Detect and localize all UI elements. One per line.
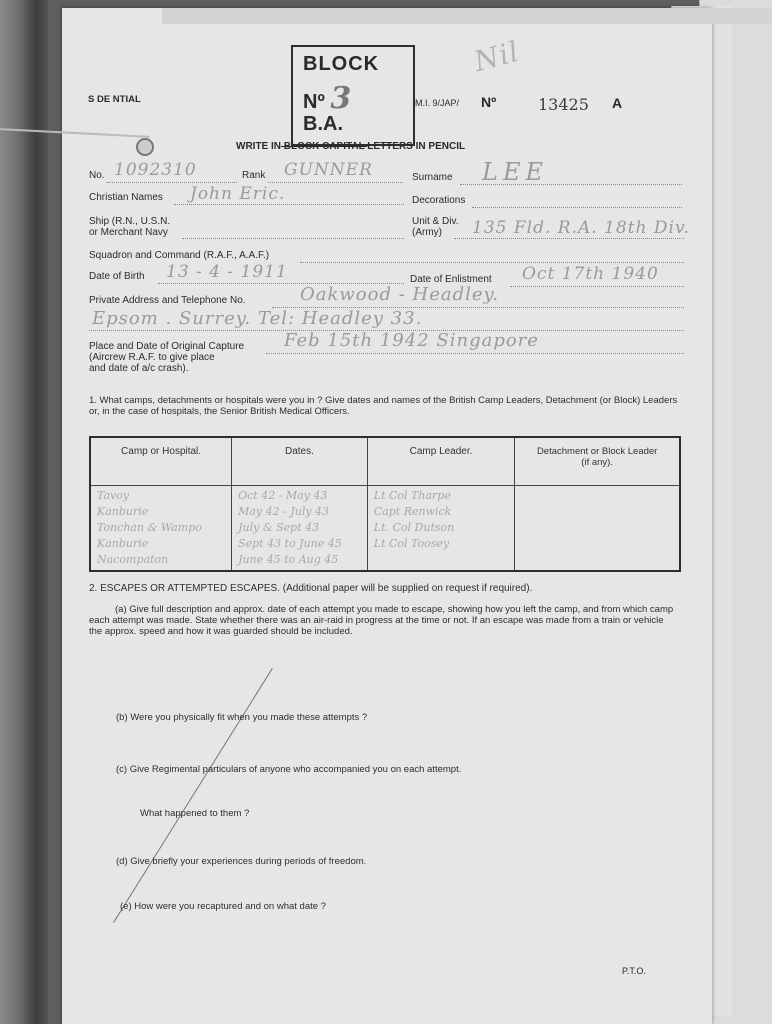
- punch-hole: [136, 138, 154, 156]
- section-2c-question: (c) Give Regimental particulars of anyone who accompanied you on each attempt.: [116, 764, 462, 775]
- capture-label-2: (Aircrew R.A.F. to give place: [89, 352, 215, 363]
- dob-label: Date of Birth: [89, 271, 145, 282]
- table-cell: Lt Col Toosey: [373, 537, 450, 550]
- capture-label-3: and date of a/c crash).: [89, 363, 189, 374]
- table-cell: Tavoy: [97, 489, 130, 502]
- christian-names-label: Christian Names: [89, 192, 163, 203]
- section-1-question: 1. What camps, detachments or hospitals were you in ? Give dates and names of the British Camp Leaders, Detachment (or Block) Leaders or, in the case of hospitals, the Senior British Medical Officers.: [89, 395, 678, 417]
- camps-table-body: [90, 486, 680, 572]
- corner-handwriting: Nil: [470, 34, 523, 79]
- serial-no-value: 13425: [538, 95, 589, 114]
- table-cell: Oct 42 - May 43: [238, 489, 328, 502]
- ship-label-2: or Merchant Navy: [89, 227, 168, 238]
- instruction-part-b: LETTERS IN PENCIL: [367, 141, 466, 152]
- table-cell: Sept 43 to June 45: [238, 537, 342, 550]
- serial-no-suffix: A: [612, 95, 623, 111]
- ship-line: [182, 238, 404, 239]
- section-2c-followup: What happened to them ?: [140, 808, 250, 819]
- section-2b-question: (b) Were you physically fit when you made these attempts ?: [116, 712, 368, 723]
- pow-questionnaire-page: [62, 8, 712, 1024]
- decorations-line: [472, 207, 682, 208]
- unit-label-2: (Army): [412, 227, 442, 238]
- camps-table: [89, 436, 681, 572]
- rank-value: GUNNER: [284, 160, 373, 180]
- table-cell: Lt Col Tharpe: [373, 489, 451, 502]
- dob-value: 13 - 4 - 1911: [166, 262, 288, 282]
- decorations-label: Decorations: [412, 195, 466, 206]
- section-2-heading: 2. ESCAPES OR ATTEMPTED ESCAPES. (Additional paper will be supplied on request if required).: [89, 583, 533, 594]
- pto-mark: P.T.O.: [622, 966, 646, 976]
- pen-stroke: [113, 668, 273, 923]
- table-cell: June 45 to Aug 45: [238, 553, 339, 566]
- table-cell: Nacompaton: [97, 553, 169, 566]
- mi9-ref-label: M.I. 9/JAP/: [415, 98, 460, 108]
- serial-no-label: Nº: [481, 94, 497, 110]
- table-cell: May 42 - July 43: [238, 505, 330, 518]
- block-stamp: [291, 45, 415, 146]
- stamp-block: BLOCK: [303, 53, 380, 75]
- leader-column: [367, 486, 515, 572]
- rank-line: [268, 182, 403, 183]
- column-header: Camp or Hospital.: [90, 437, 232, 486]
- no-label: No.: [89, 170, 105, 181]
- page-edge: [162, 8, 772, 24]
- stamp-number: [303, 81, 351, 116]
- surname-value: LEE: [482, 158, 548, 186]
- section-2d-question: (d) Give briefly your experiences during periods of freedom.: [116, 856, 367, 867]
- block-leader-column: [515, 486, 680, 572]
- stamp-ba: B.A.: [303, 113, 343, 135]
- instruction-heading: [236, 141, 465, 152]
- squadron-line: [300, 262, 684, 263]
- address-label: Private Address and Telephone No.: [89, 295, 246, 306]
- rank-label: Rank: [242, 170, 266, 181]
- capture-value: Feb 15th 1942 Singapore: [284, 330, 539, 351]
- enlistment-line: [510, 286, 684, 287]
- address-value: Oakwood - Headley.: [300, 284, 500, 305]
- table-cell: Tonchan & Wampo: [97, 521, 202, 534]
- table-cell: Capt Renwick: [373, 505, 452, 518]
- table-cell: Lt. Col Dutson: [373, 521, 455, 534]
- christian-names-value: John Eric.: [190, 184, 286, 204]
- table-cell: Kanburie: [97, 537, 149, 550]
- capture-label: Place and Date of Original Capture: [89, 341, 245, 352]
- christian-names-line: [174, 204, 404, 205]
- section-2e-question: (e) How were you recaptured and on what date ?: [120, 901, 326, 912]
- stamp-number-hand: 3: [330, 81, 352, 116]
- no-value: 1092310: [114, 160, 197, 180]
- column-header: Detachment or Block Leader (if any).: [515, 437, 680, 486]
- unit-value: 135 Fld. R.A. 18th Div.: [472, 218, 690, 238]
- table-cell: July & Sept 43: [238, 521, 320, 534]
- no-line: [107, 182, 237, 183]
- squadron-label: Squadron and Command (R.A.F., A.A.F.): [89, 250, 270, 261]
- camps-table-header: [90, 437, 680, 486]
- camp-column: [90, 486, 232, 572]
- unit-line: [454, 238, 684, 239]
- unit-label: Unit & Div.: [412, 216, 459, 227]
- instruction-part-a: WRITE IN: [236, 141, 281, 152]
- stamp-number-label: Nº: [303, 91, 325, 113]
- column-header: Camp Leader.: [367, 437, 515, 486]
- section-2a-question: (a) Give full description and approx. date of each attempt you made to escape, showing how you left the camp, and from which camp each attempt was made. State whether there was an air-raid in progress at the time or not. If an escape was made from a train or vehicle the approx. speed and how it was guarded should be included.: [89, 604, 674, 637]
- capture-line: [266, 353, 684, 354]
- ship-label: Ship (R.N., U.S.N.: [89, 216, 171, 227]
- surname-label: Surname: [412, 172, 453, 183]
- column-header: Dates.: [232, 437, 368, 486]
- instruction-struck: BLOCK CAPITAL: [281, 141, 368, 152]
- enlistment-value: Oct 17th 1940: [522, 264, 659, 284]
- binder-edge: [0, 0, 48, 1024]
- enlistment-label: Date of Enlistment: [410, 274, 492, 285]
- dates-column: [232, 486, 368, 572]
- address-value-2: Epsom . Surrey. Tel: Headley 33.: [92, 308, 423, 329]
- confidential-mark: S DE NTIAL: [88, 94, 141, 105]
- table-cell: Kanburie: [97, 505, 149, 518]
